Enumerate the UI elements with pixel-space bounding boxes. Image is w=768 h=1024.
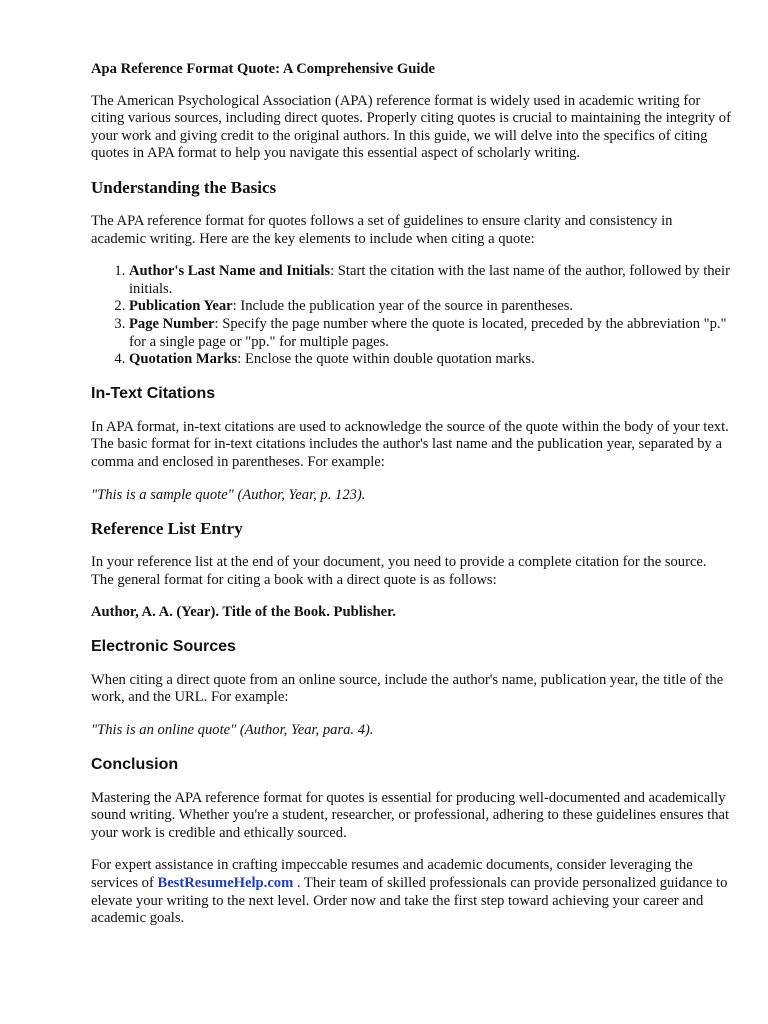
list-item-desc: : Start the citation with the last name of the author, followed by their initials. <box>129 263 730 297</box>
list-item <box>129 298 731 316</box>
list-item <box>129 316 731 351</box>
reference-heading: Reference List Entry <box>91 519 243 539</box>
key-elements-list <box>91 263 731 369</box>
basics-paragraph: The APA reference format for quotes follows a set of guidelines to ensure clarity and consistency in academic writing. Here are the key elements to include when citing a quote: <box>91 212 673 247</box>
basics-heading: Understanding the Basics <box>91 177 277 197</box>
cta-paragraph <box>91 857 731 927</box>
list-item-desc: : Enclose the quote within double quotation marks. <box>237 351 535 368</box>
reference-paragraph: In your reference list at the end of your document, you need to provide a complete citation for the source. The general format for citing a book with a direct quote is as follows: <box>91 554 707 588</box>
document-page <box>91 61 731 943</box>
intext-paragraph: In APA format, in-text citations are used to acknowledge the source of the quote within the body of your text. The basic format for in-text citations includes the author's last name and the publication year, separated by a comma and enclosed in parentheses. For example: <box>91 418 729 470</box>
cta-text-before: For expert assistance in crafting impeccable resumes and academic documents, consider leveraging the services of <box>91 857 693 892</box>
list-item <box>129 263 731 298</box>
electronic-heading: Electronic Sources <box>91 637 236 655</box>
list-item-desc: : Specify the page number where the quote is located, preceded by the abbreviation "p." for a single page or "pp." for multiple pages. <box>129 315 727 350</box>
document-title: Apa Reference Format Quote: A Comprehensive Guide <box>91 61 435 77</box>
cta-text-after: . Their team of skilled professionals can provide personalized guidance to elevate your writing to the next level. Order now and take the first step toward achieving your career and academic goals. <box>91 875 728 927</box>
electronic-example: "This is an online quote" (Author, Year, para. 4). <box>91 722 374 739</box>
list-item-term: Quotation Marks <box>129 351 238 368</box>
conclusion-heading: Conclusion <box>91 755 179 773</box>
list-item-term: Author's Last Name and Initials <box>129 263 331 280</box>
intext-heading: In-Text Citations <box>91 384 216 402</box>
intro-paragraph: The American Psychological Association (APA) reference format is widely used in academic writing for citing various sources, including direct quotes. Properly citing quotes is crucial to maintaining the integrity of your work and giving credit to the original authors. In this guide, we will delve into the specifics of citing quotes in APA format to help you navigate this essential aspect of scholarly writing. <box>91 92 731 162</box>
list-item-desc: : Include the publication year of the source in parentheses. <box>232 298 574 315</box>
list-item-term: Page Number <box>129 315 215 332</box>
bestresumehelp-link[interactable]: BestResumeHelp.com <box>157 875 294 892</box>
list-item-term: Publication Year <box>129 298 233 315</box>
conclusion-paragraph: Mastering the APA reference format for quotes is essential for producing well-documented and academically sound writing. Whether you're a student, researcher, or professional, adhering to these guidelines ensures that your work is credible and ethically sourced. <box>91 789 730 841</box>
electronic-paragraph: When citing a direct quote from an online source, include the author's name, publication year, the title of the work, and the URL. For example: <box>91 671 724 706</box>
intext-example: "This is a sample quote" (Author, Year, p. 123). <box>91 486 366 503</box>
reference-format: Author, A. A. (Year). Title of the Book. Publisher. <box>91 604 396 621</box>
list-item <box>129 351 731 369</box>
